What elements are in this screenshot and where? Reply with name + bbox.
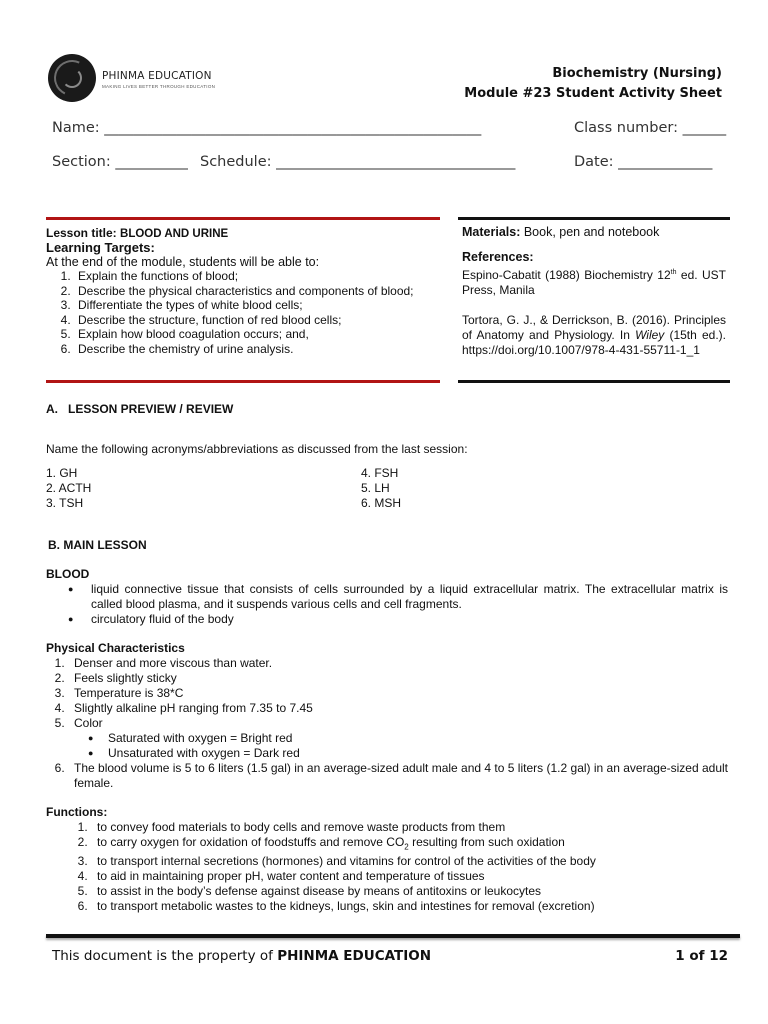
list-item: 4. Describe the structure, function of red blood cells; [74,313,438,328]
footer-ownership [52,948,431,964]
lesson-bottom-rule [46,380,440,383]
logo-emblem-icon [48,54,96,102]
list-item: 2. ACTH [46,481,92,495]
course-title: Biochemistry (Nursing) [552,66,722,81]
list-item: 1. GH [46,466,78,480]
list-item: 4. to aid in maintaining proper pH, water content and temperature of tissues [91,869,728,884]
list-item: ● circulatory fluid of the body [68,612,728,627]
list-item: 6. to transport metabolic wastes to the kidneys, lungs, skin and intestines for removal (excretion) [91,899,728,914]
reference-1-sup: th [670,269,677,276]
list-item: 4. Slightly alkaline pH ranging from 7.35 to 7.45 [68,701,728,716]
physical-characteristics-list [68,656,728,791]
function-2-tail: resulting from such oxidation [408,835,565,849]
acronym-list-left [46,466,91,511]
acronym-list-right [361,466,401,511]
footer-owner: PHINMA EDUCATION [277,948,432,964]
page-number: 1 of 12 [675,948,728,964]
reference-2-tail: (15th ed.). https://doi.org/10.1007/978-4-431-55711-1_1 [462,328,727,357]
logo-brand-text: PHINMA EDUCATION [102,70,212,82]
list-item: 1. Explain the functions of blood; [74,269,438,284]
list-item: 2. Feels slightly sticky [68,671,728,686]
reference-1-tail: ed. UST Press, Manila [462,268,726,297]
list-item: 6. Describe the chemistry of urine analysis. [74,342,438,357]
section-field[interactable]: Section: __________ [52,154,188,170]
list-item: ● Unsaturated with oxygen = Dark red [88,746,728,761]
list-item: 1. to convey food materials to body cells and remove waste products from them [91,820,728,835]
materials-label: Materials: [462,225,521,239]
materials-line [462,225,726,240]
list-item: 3. Differentiate the types of white blood cells; [74,298,438,313]
lesson-top-rule [46,217,440,220]
lesson-title [46,226,438,240]
list-item: 3. to transport internal secretions (hormones) and vitamins for control of the activities of the body [91,854,728,869]
list-item: 5. to assist in the body’s defense against disease by means of antitoxins or leukocytes [91,884,728,899]
footer-rule [46,934,740,938]
list-item: 3. TSH [46,496,84,510]
learning-targets-intro: At the end of the module, students will be able to: [46,255,320,269]
list-item: 6. The blood volume is 5 to 6 liters (1.5 gal) in an average-sized adult male and 4 to 5 liters (1.2 gal) in an average-sized adult female. [68,761,728,791]
reference-2-italic: Wiley [635,328,665,342]
co2-subscript: 2 [404,842,409,852]
color-label: Color [74,716,103,730]
materials-bottom-rule [458,380,730,383]
materials-top-rule [458,217,730,220]
lesson-title-value: BLOOD AND URINE [120,228,229,240]
list-item: 5. LH [361,481,390,495]
functions-list [91,820,728,914]
footer-prefix: This document is the property of [52,948,278,964]
functions-heading: Functions: [46,805,108,819]
list-item: ● liquid connective tissue that consists of cells surrounded by a liquid extracellular matrix. The extracellular matrix is called blood plasma, and it suspends various cells and cell fragments. [68,582,728,612]
learning-targets-heading: Learning Targets: [46,240,155,255]
date-field[interactable]: Date: _____________ [574,154,713,170]
section-b-heading: B. MAIN LESSON [48,538,147,552]
references-heading: References: [462,250,534,264]
reference-2-text: Tortora, G. J., & Derrickson, B. (2016). Principles of Anatomy and Physiology. In [462,313,726,342]
name-field[interactable]: Name: ____________________________________________________ [52,120,482,136]
list-item: 3. Temperature is 38*C [68,686,728,701]
function-2-text: to carry oxygen for oxidation of foodstuffs and remove CO [97,835,405,849]
reference-1 [462,265,726,298]
materials-value: Book, pen and notebook [523,225,660,239]
list-item [68,716,728,761]
color-sub-list [88,731,728,761]
reference-2 [462,313,726,358]
list-item: 1. Denser and more viscous than water. [68,656,728,671]
physical-characteristics-heading: Physical Characteristics [46,641,185,655]
materials-box [462,222,726,358]
learning-targets-list [74,269,438,356]
blood-heading: BLOOD [46,567,90,581]
class-number-field[interactable]: Class number: ______ [574,120,727,136]
list-item: 5. Explain how blood coagulation occurs; and, [74,327,438,342]
logo-tagline: MAKING LIVES BETTER THROUGH EDUCATION [102,84,216,89]
reference-1-text: Espino-Cabatit (1988) Biochemistry 12 [462,268,671,282]
lesson-box [46,222,438,356]
module-title: Module #23 Student Activity Sheet [464,86,722,101]
list-item [91,835,728,854]
lesson-title-label: Lesson title: [46,226,117,240]
list-item: 4. FSH [361,466,399,480]
list-item: 6. MSH [361,496,402,510]
section-a-instruction: Name the following acronyms/abbreviations as discussed from the last session: [46,442,468,456]
main-lesson-body [46,567,728,914]
phinma-logo [48,52,223,106]
list-item: ● Saturated with oxygen = Bright red [88,731,728,746]
list-item: 2. Describe the physical characteristics and components of blood; [74,284,438,299]
section-a-heading: A. LESSON PREVIEW / REVIEW [46,402,234,416]
blood-bullet-list [68,582,728,627]
schedule-field[interactable]: Schedule: _________________________________ [200,154,516,170]
